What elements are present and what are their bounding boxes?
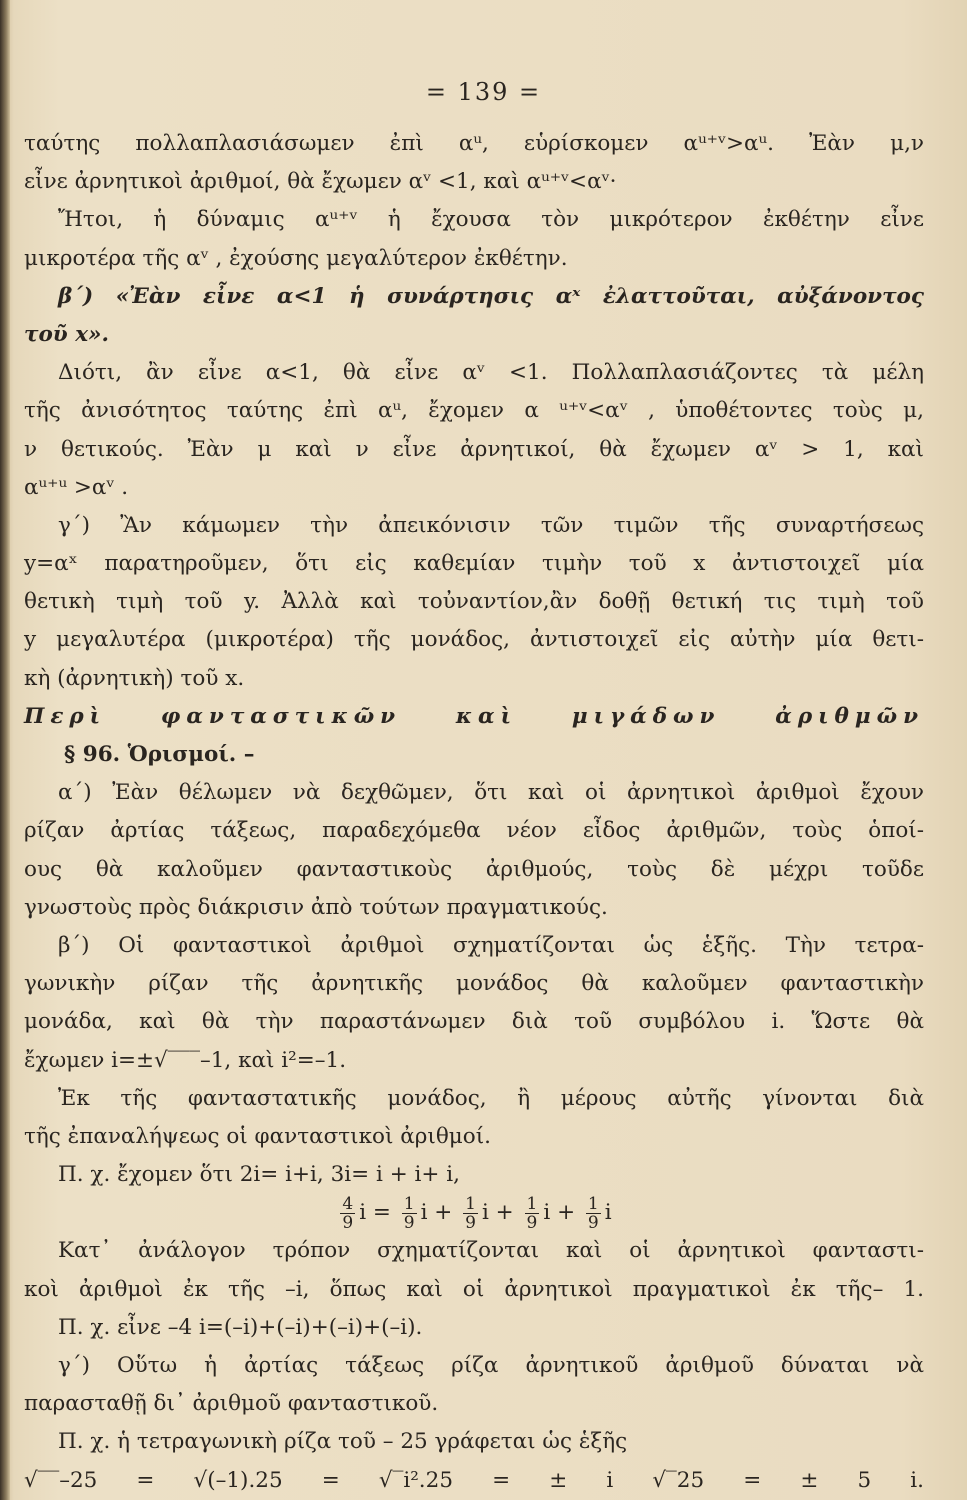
- text-line: ους θὰ καλοῦμεν φανταστικοὺς ἀριθμούς, τοὺς δὲ μέχρι τοῦδε: [24, 856, 924, 882]
- fraction-denominator: 9: [403, 1212, 415, 1233]
- fraction: [340, 1195, 355, 1232]
- text-line: Διότι, ἂν εἶνε α<1, θὰ εἶνε αᵛ <1. Πολλαπλασιάζοντες τὰ μέλη: [58, 360, 924, 386]
- fraction-term: i +: [420, 1200, 460, 1226]
- text-line: γ΄) Οὕτω ἡ ἀρτίας τάξεως ρίζα ἀρνητικοῦ ἀριθμοῦ δύναται νὰ: [58, 1353, 924, 1378]
- text-line: Ἐκ τῆς φανταστατικῆς μονάδος, ἢ μέρους αὐτῆς γίνονται διὰ: [58, 1085, 924, 1111]
- text-line: μονάδα, καὶ θὰ τὴν παραστάνωμεν διὰ τοῦ συμβόλου i. Ὥστε θὰ: [24, 1009, 924, 1035]
- fraction-denominator: 9: [526, 1212, 538, 1233]
- fraction-numerator: 4: [342, 1193, 354, 1214]
- fraction: [402, 1195, 417, 1232]
- text-line: √‾‾–25 = √(–1).25 = √‾i².25 = ± i √‾25 = ± 5 i.: [24, 1467, 924, 1493]
- fraction-term: i =: [359, 1200, 398, 1226]
- page-binding-edge: [0, 0, 10, 1500]
- text-line: ἔχωμεν i=±√‾‾‾–1, καὶ i²=–1.: [24, 1047, 347, 1073]
- text-line: Π. χ. ἔχομεν ὅτι 2i= i+i, 3i= i + i+ i,: [58, 1162, 460, 1188]
- text-line: παρασταθῇ δι᾽ ἀριθμοῦ φανταστικοῦ.: [24, 1391, 439, 1417]
- fraction-denominator: 9: [465, 1212, 476, 1233]
- fraction-numerator: 1: [465, 1193, 476, 1214]
- text-line: ν θετικούς. Ἐὰν μ καὶ ν εἶνε ἀρνητικοί, θὰ ἔχωμεν αᵛ > 1, καὶ: [24, 436, 924, 462]
- text-line: γωνικὴν ρίζαν τῆς ἀρνητικῆς μονάδος θὰ καλοῦμεν φανταστικὴν: [24, 971, 924, 997]
- text-line: y μεγαλυτέρα (μικροτέρα) τῆς μονάδος, ἀντιστοιχεῖ εἰς αὐτὴν μία θετι-: [24, 627, 924, 653]
- page-body: [24, 125, 924, 1500]
- text-line: Ἤτοι, ἡ δύναμις αᵘ⁺ᵛ ἡ ἔχουσα τὸν μικρότερον ἐκθέτην εἶνε: [58, 207, 924, 233]
- text-line: κὴ (ἀρνητικὴ) τοῦ x.: [24, 665, 245, 691]
- text-line: γ΄) Ἂν κάμωμεν τὴν ἀπεικόνισιν τῶν τιμῶν τῆς συναρτήσεως: [58, 512, 924, 538]
- text-line: γνωστοὺς πρὸς διάκρισιν ἀπὸ τούτων πραγματικούς.: [24, 894, 608, 920]
- text-line: ταύτης πολλαπλασιάσωμεν ἐπὶ αᵘ, εὑρίσκομεν αᵘ⁺ᵛ>αᵘ. Ἐὰν μ,ν: [24, 131, 924, 156]
- text-line: τοῦ x».: [24, 321, 109, 347]
- text-line: Π. χ. εἶνε –4 i=(–i)+(–i)+(–i)+(–i).: [58, 1314, 423, 1340]
- text-line: εἶνε ἀρνητικοὶ ἀριθμοί, θὰ ἔχωμεν αᵛ <1, καὶ αᵘ⁺ᵛ<αᵛ·: [24, 169, 617, 195]
- text-line: Π. χ. ἡ τετραγωνικὴ ρίζα τοῦ – 25 γράφεται ὡς ἑξῆς: [58, 1429, 628, 1455]
- fraction-numerator: 1: [526, 1193, 538, 1214]
- text-line: α΄) Ἐὰν θέλωμεν νὰ δεχθῶμεν, ὅτι καὶ οἱ ἀρνητικοὶ ἀριθμοὶ ἔχουν: [58, 780, 924, 806]
- page-number: = 139 =: [425, 78, 542, 106]
- text-line: τῆς ἐπαναλήψεως οἱ φανταστικοὶ ἀριθμοί.: [24, 1123, 491, 1149]
- text-line: β΄) «Ἐὰν εἶνε α<1 ἡ συνάρτησις αˣ ἐλαττοῦται, αὐξάνοντος: [58, 283, 924, 309]
- fraction-denominator: 9: [587, 1212, 599, 1233]
- fraction: [463, 1195, 478, 1232]
- text-line: y=αˣ παρατηροῦμεν, ὅτι εἰς καθεμίαν τιμὴν τοῦ x ἀντιστοιχεῖ μία: [24, 551, 924, 577]
- fraction-term: i: [604, 1200, 612, 1226]
- text-line: θετικὴ τιμὴ τοῦ y. Ἀλλὰ καὶ τοὐναντίον,ἂν δοθῇ θετική τις τιμὴ τοῦ: [24, 589, 924, 615]
- fraction-denominator: 9: [342, 1212, 354, 1233]
- text-line: τῆς ἀνισότητος ταύτης ἐπὶ αᵘ, ἔχομεν α ᵘ⁺ᵛ<αᵛ , ὑποθέτοντες τοὺς μ,: [24, 398, 924, 424]
- text-line: β΄) Οἱ φανταστικοὶ ἀριθμοὶ σχηματίζονται ὡς ἑξῆς. Τὴν τετρα-: [58, 932, 924, 958]
- text-line: Περὶ φανταστικῶν καὶ μιγάδων ἀριθμῶν: [24, 703, 924, 729]
- fraction-equation-line: [24, 1194, 924, 1232]
- fraction-term: i +: [543, 1200, 582, 1226]
- text-line: Κατ᾽ ἀνάλογον τρόπον σχηματίζονται καὶ οἱ ἀρνητικοὶ φανταστι-: [58, 1238, 924, 1264]
- text-line: αᵘ⁺ᵘ >αᵛ .: [24, 474, 129, 500]
- fraction-term: i +: [481, 1200, 521, 1226]
- text-line: κοὶ ἀριθμοὶ ἐκ τῆς –i, ὅπως καὶ οἱ ἀρνητικοὶ πραγματικοὶ ἐκ τῆς– 1.: [24, 1276, 924, 1302]
- fraction: [525, 1195, 540, 1232]
- fraction-numerator: 1: [403, 1193, 415, 1214]
- text-line: μικροτέρα τῆς αᵛ , ἐχούσης μεγαλύτερον ἐκθέτην.: [24, 245, 568, 271]
- fraction-numerator: 1: [587, 1193, 599, 1214]
- text-line: ρίζαν ἀρτίας τάξεως, παραδεχόμεθα νέον εἶδος ἀριθμῶν, τοὺς ὁποί-: [24, 818, 924, 844]
- fraction: [586, 1195, 601, 1232]
- text-line: § 96. Ὁρισμοί. –: [64, 742, 255, 767]
